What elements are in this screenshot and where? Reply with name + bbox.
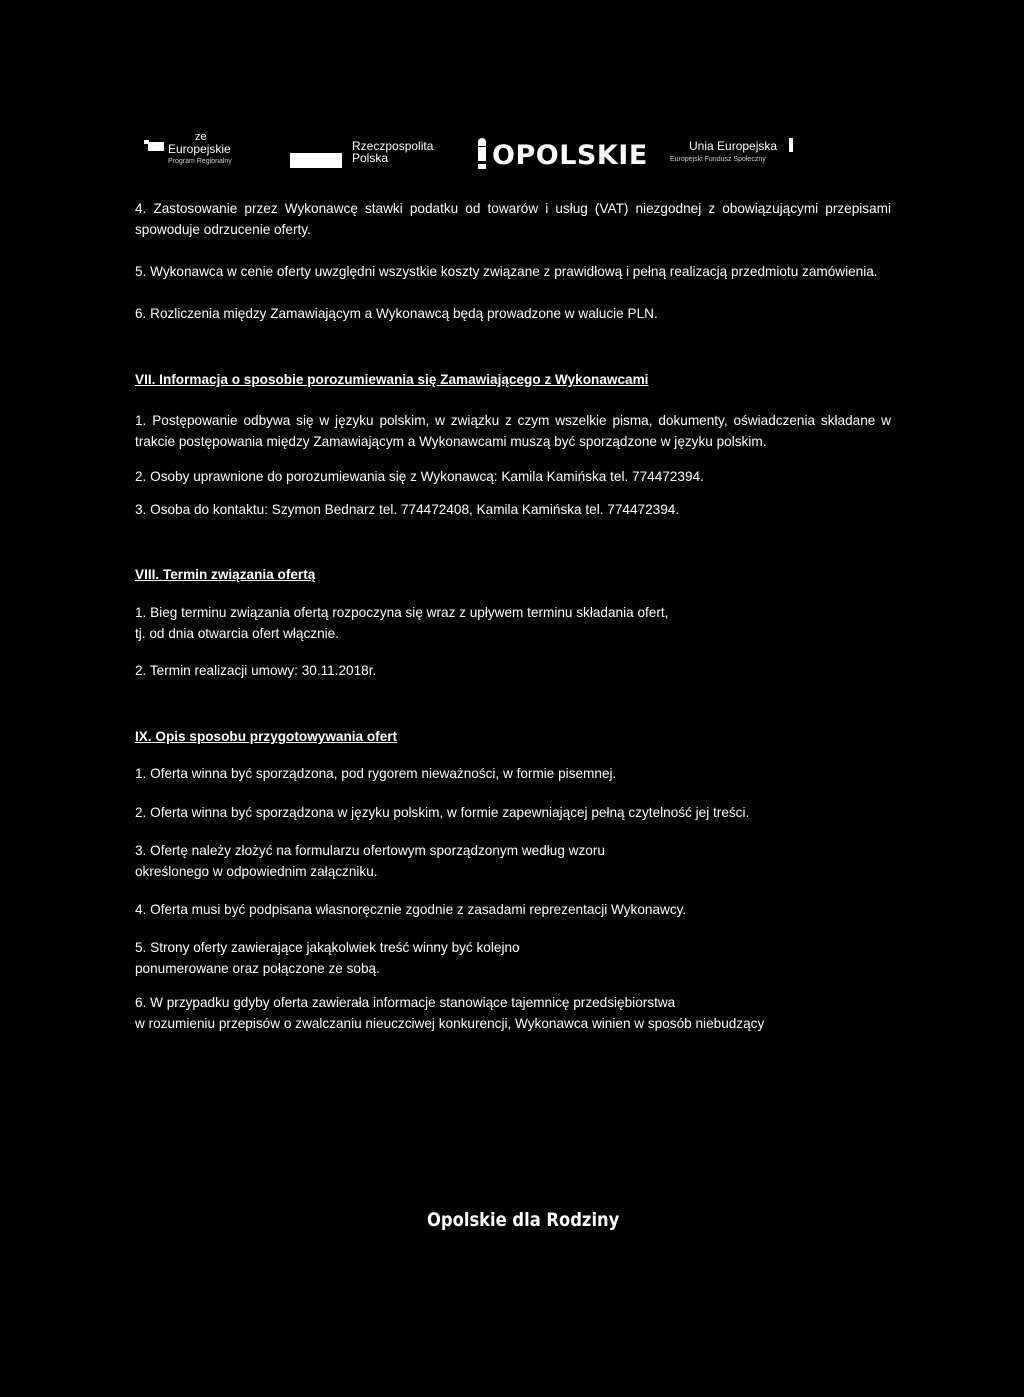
section-heading-ix: IX. Opis sposobu przygotowywania ofert	[135, 729, 398, 744]
list-item: 2. Osoby uprawnione do porozumiewania się z Wykonawcą: Kamila Kamińska tel. 774472394.	[135, 469, 704, 484]
section-heading-viii: VIII. Termin związania ofertą	[135, 567, 316, 582]
rp-line1: Rzeczpospolita	[352, 139, 434, 153]
list-item: 4. Zastosowanie przez Wykonawcę stawki podatku od towarów i usług (VAT) niezgodnej z obowiązującymi przepisami spowoduje odrzucenie oferty.	[135, 201, 891, 237]
fe-top-text: ze	[195, 131, 207, 143]
list-item: 5. Strony oferty zawierające jakąkolwiek treść winny być kolejno ponumerowane oraz połączone ze sobą.	[135, 940, 520, 976]
polish-flag-icon	[290, 153, 342, 168]
eu-flag-icon	[789, 138, 793, 152]
list-item: 2. Oferta winna być sporządzona w języku polskim, w formie zapewniającej pełną czytelność jej treści.	[135, 805, 750, 820]
opolskie-mark-icon	[477, 138, 487, 170]
list-item: 1. Oferta winna być sporządzona, pod rygorem nieważności, w formie pisemnej.	[135, 766, 617, 781]
list-item: 3. Ofertę należy złożyć na formularzu ofertowym sporządzonym według wzoru określonego w odpowiednim załączniku.	[135, 843, 605, 879]
list-item: 1. Postępowanie odbywa się w języku polskim, w związku z czym wszelkie pisma, dokumenty, oświadczenia składane w trakcie postępowania między Zamawiającym a Wykonawcami muszą być sporządzone w języku polskim.	[135, 413, 892, 449]
list-item: 2. Termin realizacji umowy: 30.11.2018r.	[135, 663, 377, 678]
list-item: 5. Wykonawca w cenie oferty uwzględni wszystkie koszty związane z prawidłową i pełną realizacją przedmiotu zamówienia.	[135, 264, 878, 279]
document-body	[135, 198, 891, 1034]
fe-sub-text: Program Regionalny	[168, 158, 232, 165]
ue-line2: Europejski Fundusz Społeczny	[670, 156, 766, 163]
list-item: 3. Osoba do kontaktu: Szymon Bednarz tel. 774472408, Kamila Kamińska tel. 774472394.	[135, 502, 680, 517]
list-item: 6. Rozliczenia między Zamawiającym a Wykonawcą będą prowadzone w walucie PLN.	[135, 306, 658, 321]
section-heading-vii: VII. Informacja o sposobie porozumiewania się Zamawiającego z Wykonawcami	[135, 372, 649, 387]
list-item: 6. W przypadku gdyby oferta zawierała informacje stanowiące tajemnicę przedsiębiorstwa w rozumieniu przepisów o zwalczaniu nieuczciwej konkurencji, Wykonawca winien w sposób niebudzący	[135, 995, 765, 1031]
footer-slogan: Opolskie dla Rodziny	[427, 1209, 620, 1231]
list-item: 1. Bieg terminu związania ofertą rozpoczyna się wraz z upływem terminu składania ofert, tj. od dnia otwarcia ofert włącznie.	[135, 605, 669, 641]
fe-name-text: Europejskie	[168, 142, 231, 156]
rp-line2: Polska	[352, 151, 389, 165]
list-item: 4. Oferta musi być podpisana własnoręcznie zgodnie z zasadami reprezentacji Wykonawcy.	[135, 902, 687, 917]
logo-bar	[0, 0, 1024, 190]
fe-flag-icon	[148, 142, 164, 151]
ue-line1: Unia Europejska	[689, 139, 778, 153]
opolskie-text: OPOLSKIE	[492, 140, 648, 171]
